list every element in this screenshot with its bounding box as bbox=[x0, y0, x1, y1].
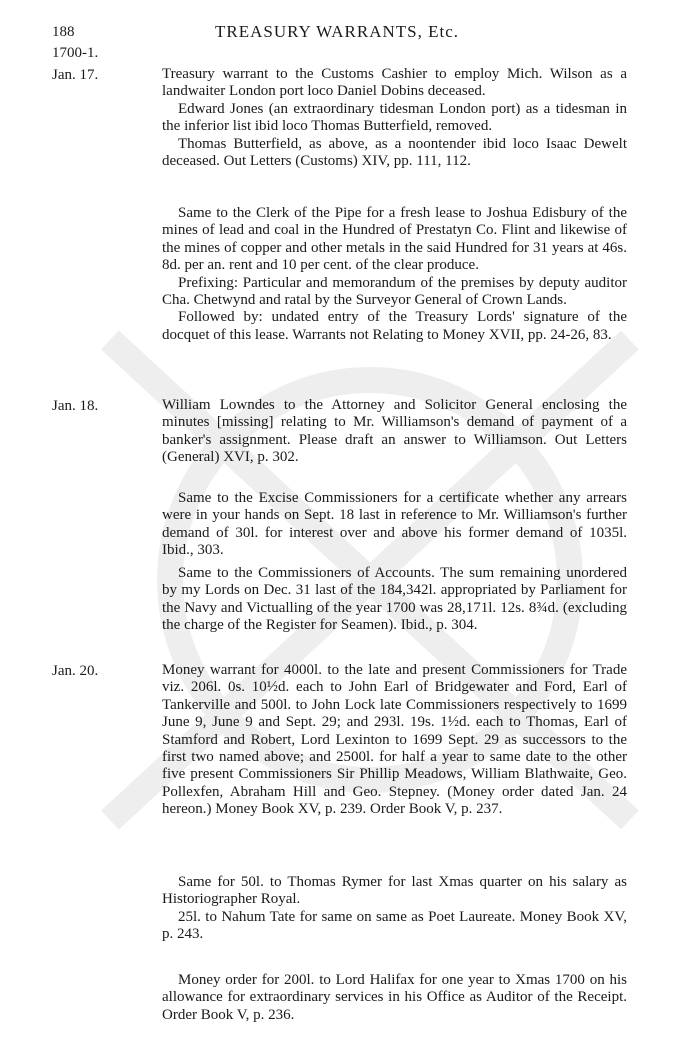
entry-date: Jan. 18. bbox=[52, 398, 99, 414]
paragraph: Prefixing: Particular and memorandum of the premises by deputy auditor Cha. Chetwynd and ratal by the Surveyor General of Crown Lands. bbox=[162, 274, 627, 309]
running-title: TREASURY WARRANTS, Etc. bbox=[214, 22, 460, 41]
paragraph: Thomas Butterfield, as above, as a noontender ibid loco Isaac Dewelt deceased. Out Letters (Customs) XIV, pp. 111, 112. bbox=[162, 135, 627, 170]
entry-clerk-of-pipe bbox=[52, 205, 627, 344]
entry-date: Jan. 20. bbox=[52, 663, 99, 679]
paragraph: Money order for 200l. to Lord Halifax for one year to Xmas 1700 on his allowance for extraordinary services in his Office as Auditor of the Receipt. Order Book V, p. 236. bbox=[162, 972, 627, 1023]
entry-rymer-tate bbox=[52, 874, 627, 944]
paragraph: Edward Jones (an extraordinary tidesman London port) as a tidesman in the inferior list ibid loco Thomas Butterfield, removed. bbox=[162, 100, 627, 135]
paragraph: Money warrant for 4000l. to the late and present Commissioners for Trade viz. 206l. 0s. 10½d. each to John Earl of Bridgewater and Ford, Earl of Tankerville and 500l. to John Lock late Commissioners respectively to 1699 June 9, June 9 and Sept. 29; and 293l. 19s. 1½d. each to Thomas, Earl of Stamford and Robert, Lord Lexinton to 1699 Sept. 29 as successors to the first two named above; and 2500l. for half a year to same date to the other five present Commissioners Sir Phillip Meadows, William Blathwaite, Geo. Pollexfen, Abraham Hill and Geo. Stepney. (Money order dated Jan. 24 hereon.) Money Book XV, p. 239. Order Book V, p. 237. bbox=[162, 662, 627, 818]
paragraph: Treasury warrant to the Customs Cashier to employ Mich. Wilson as a landwaiter London port loco Daniel Dobins deceased. bbox=[162, 66, 627, 100]
entry-jan-20 bbox=[52, 662, 627, 819]
paragraph: Same to the Commissioners of Accounts. The sum remaining unordered by my Lords on Dec. 31 last of the 184,342l. appropriated by Parliament for the Navy and Victualling of the year 1700 was 28,171l. 12s. 8¾d. (excluding the charge of the Register for Seamen). Ibid., p. 304. bbox=[162, 565, 627, 634]
year-label: 1700-1. bbox=[52, 45, 99, 61]
paragraph: 25l. to Nahum Tate for same on same as Poet Laureate. Money Book XV, p. 243. bbox=[162, 908, 627, 943]
entry-halifax bbox=[52, 972, 627, 1024]
paragraph: William Lowndes to the Attorney and Solicitor General enclosing the minutes [missing] relating to Mr. Williamson's demand of payment of a banker's assignment. Please draft an answer to Williamson. Out Letters (General) XVI, p. 302. bbox=[162, 397, 627, 466]
paragraph: Same to the Excise Commissioners for a certificate whether any arrears were in your hands on Sept. 18 last in reference to Mr. Williamson's further demand of 30l. for interest over and above his former demand of 1035l. Ibid., 303. bbox=[162, 490, 627, 559]
entry-jan-18 bbox=[52, 397, 627, 467]
paragraph: Same to the Clerk of the Pipe for a fresh lease to Joshua Edisbury of the mines of lead and coal in the Hundred of Prestatyn Co. Flint and likewise of the mines of copper and other metals in the said Hundred for 31 years at 46s. 8d. per an. rent and 10 per cent. of the clear produce. bbox=[162, 205, 627, 274]
entry-excise bbox=[52, 490, 627, 560]
paragraph: Followed by: undated entry of the Treasury Lords' signature of the docquet of this lease. Warrants not Relating to Money XVII, pp. 24-26, 83. bbox=[162, 309, 627, 343]
page-number: 188 bbox=[52, 24, 75, 40]
entry-jan-17 bbox=[52, 66, 627, 170]
entry-accounts bbox=[52, 565, 627, 635]
entry-date: Jan. 17. bbox=[52, 67, 99, 83]
paragraph: Same for 50l. to Thomas Rymer for last Xmas quarter on his salary as Historiographer Royal. bbox=[162, 874, 627, 908]
